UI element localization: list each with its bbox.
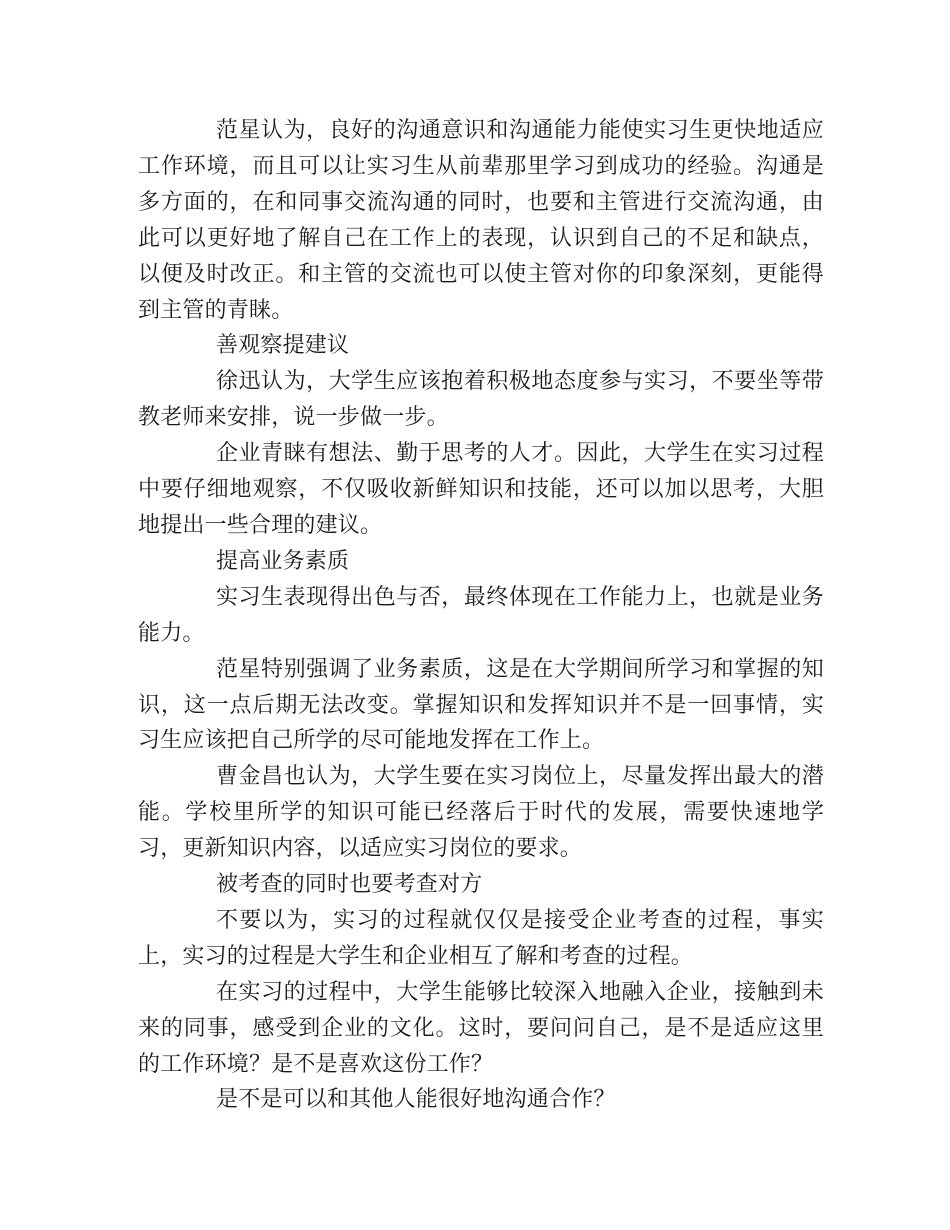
paragraph-cooperation-question: 是不是可以和其他人能很好地沟通合作？ — [216, 1087, 616, 1113]
section-heading-mutual-evaluation: 被考查的同时也要考查对方 — [216, 872, 483, 898]
paragraph-communication: 范星认为，良好的沟通意识和沟通能力能使实习生更快地适应工作环境，而且可以让实习生从前辈那里学习到成功的经验。沟通是多方面的，在和同事交流沟通的同时，也要和主管进行交流沟通，由此可以更好地了解自己在工作上的表现，认识到自己的不足和缺点，以便及时改正。和主管的交流也可以使主管对你的印象深刻，更能得到主管的青睐。 — [138, 118, 824, 323]
paragraph-cao-jinchang: 曹金昌也认为，大学生要在实习岗位上，尽量发挥出最大的潜能。学校里所学的知识可能已经落后于时代的发展，需要快速地学习，更新知识内容，以适应实习岗位的要求。 — [138, 764, 824, 862]
paragraph-work-ability: 实习生表现得出色与否，最终体现在工作能力上，也就是业务能力。 — [138, 584, 824, 646]
paragraph-xu-xun: 徐迅认为，大学生应该抱着积极地态度参与实习，不要坐等带教老师来安排，说一步做一步。 — [138, 369, 824, 431]
document-body — [138, 113, 824, 1118]
section-heading-business-quality: 提高业务素质 — [216, 548, 350, 574]
paragraph-fan-xing-quality: 范星特别强调了业务素质，这是在大学期间所学习和掌握的知识，这一点后期无法改变。掌握知识和发挥知识并不是一回事情，实习生应该把自己所学的尽可能地发挥在工作上。 — [138, 656, 824, 754]
paragraph-mutual-process: 不要以为，实习的过程就仅仅是接受企业考查的过程，事实上，实习的过程是大学生和企业相互了解和考查的过程。 — [138, 907, 824, 969]
section-heading-observe-suggest: 善观察提建议 — [216, 333, 350, 359]
paragraph-self-questions: 在实习的过程中，大学生能够比较深入地融入企业，接触到未来的同事，感受到企业的文化。这时，要问问自己，是不是适应这里的工作环境？是不是喜欢这份工作？ — [138, 979, 824, 1077]
paragraph-enterprise-thinking: 企业青睐有想法、勤于思考的人才。因此，大学生在实习过程中要仔细地观察，不仅吸收新鲜知识和技能，还可以加以思考，大胆地提出一些合理的建议。 — [138, 441, 824, 538]
